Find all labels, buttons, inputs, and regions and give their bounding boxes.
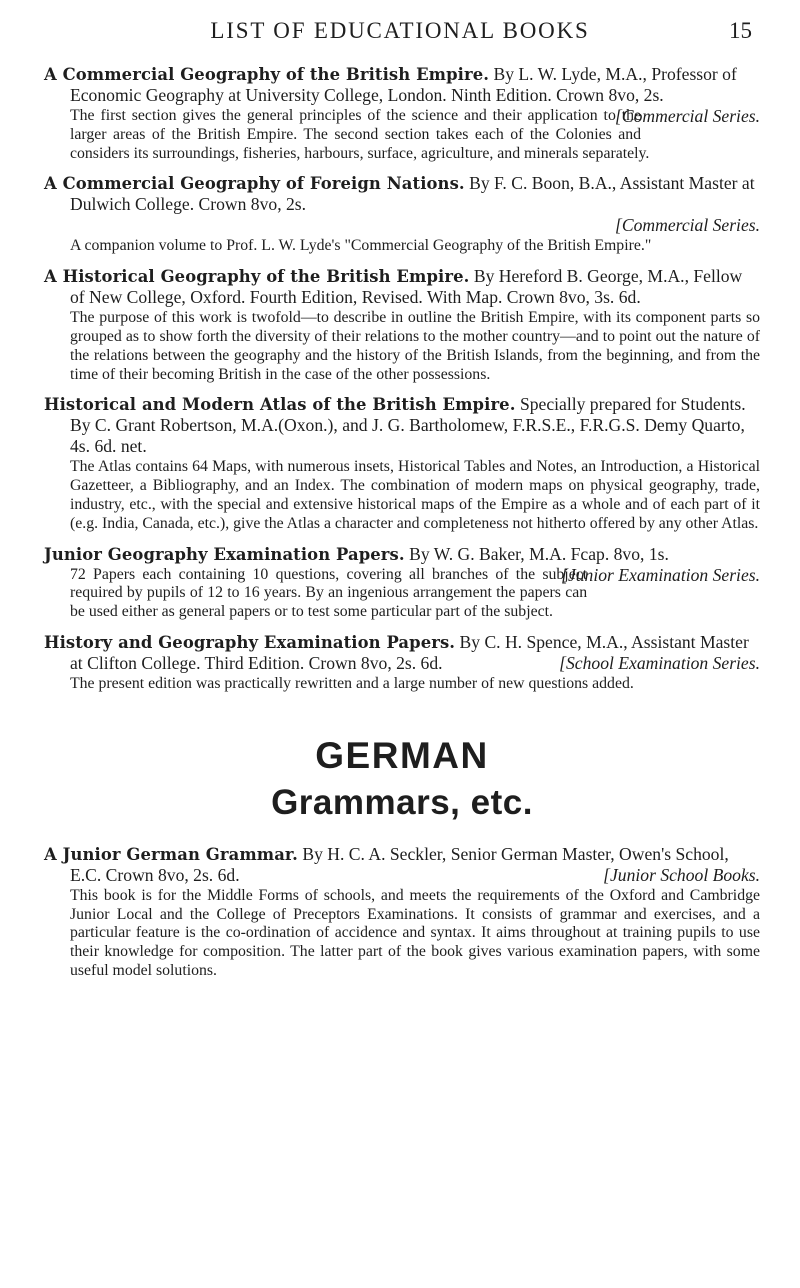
book-series: [Junior School Books. bbox=[603, 864, 760, 885]
book-description: The Atlas contains 64 Maps, with numerous insets, Historical Tables and Notes, an Introduction, a Historical Gazetteer, a Bibliography, and an Index. The combination of modern maps on physical geography, trade, industry, etc., with the special and extensive historical maps of the Empire as a whole and of each part of it (e.g. India, Canada, etc.), give the Atlas a character and completeness not hitherto offered by any other Atlas. bbox=[70, 458, 760, 532]
book-entry bbox=[44, 632, 760, 694]
book-entry bbox=[44, 844, 760, 981]
book-list bbox=[44, 64, 760, 991]
section-title: GERMAN bbox=[315, 734, 489, 776]
book-byline: By F. C. Boon, B.A., Assistant Master at Dulwich College. Crown 8vo, 2s. bbox=[70, 173, 755, 215]
book-byline: By Hereford B. George, M.A., Fellow of New College, Oxford. Fourth Edition, Revised. With Map. Crown 8vo, 3s. 6d. bbox=[70, 266, 743, 308]
book-entry bbox=[44, 266, 760, 384]
book-title: Historical and Modern Atlas of the British Empire. bbox=[44, 395, 516, 415]
book-byline: By L. W. Lyde, M.A., Professor of Economic Geography at University College, London. Ninth Edition. Crown 8vo, 2s. bbox=[70, 64, 737, 105]
book-description: The first section gives the general principles of the science and their application to the larger areas of the British Empire. The second section takes each of the Colonies and considers its surroundings, fisheries, harbours, surface, agriculture, and minerals separately. bbox=[70, 107, 650, 162]
book-byline: Specially prepared for Students. By C. Grant Robertson, M.A.(Oxon.), and J. G. Bartholomew, F.R.S.E., F.R.G.S. Demy Quarto, 4s. 6d. net. bbox=[70, 394, 746, 457]
book-title: History and Geography Examination Papers. bbox=[44, 632, 456, 652]
book-entry bbox=[44, 173, 760, 256]
book-title: A Historical Geography of the British Empire. bbox=[44, 267, 470, 287]
book-description: This book is for the Middle Forms of schools, and meets the requirements of the Oxford and Cambridge Junior Local and the College of Preceptors Examinations. It consists of grammar and exercises, and a particular feature is the co-ordination of accidence and syntax. It aims throughout at training pupils to use their knowledge for composition. The latter part of the book gives various examination papers, with some useful model solutions. bbox=[70, 886, 760, 979]
book-entry bbox=[44, 394, 760, 533]
book-entry bbox=[44, 544, 760, 622]
book-byline: By H. C. A. Seckler, Senior German Master, Owen's School, E.C. Crown 8vo, 2s. 6d. bbox=[70, 843, 729, 885]
book-title: A Commercial Geography of the British Empire. bbox=[44, 65, 490, 84]
book-series: [Commercial Series. bbox=[615, 106, 760, 126]
book-series: [School Examination Series. bbox=[559, 652, 760, 673]
book-byline: By C. H. Spence, M.A., Assistant Master at Clifton College. Third Edition. Crown 8vo, 2s. 6d. bbox=[70, 631, 749, 673]
running-head bbox=[0, 16, 800, 46]
book-title: A Junior German Grammar. bbox=[44, 844, 298, 864]
book-title: Junior Geography Examination Papers. bbox=[44, 544, 405, 564]
section-subtitle: Grammars, etc. bbox=[271, 782, 533, 822]
book-byline: By W. G. Baker, M.A. Fcap. 8vo, 1s. bbox=[409, 543, 669, 564]
book-description: The present edition was practically rewritten and a large number of new questions added. bbox=[70, 674, 634, 692]
page-number: 15 bbox=[729, 18, 752, 43]
book-description: A companion volume to Prof. L. W. Lyde's "Commercial Geography of the British Empire." bbox=[70, 237, 652, 255]
book-entry bbox=[44, 64, 760, 163]
book-title: A Commercial Geography of Foreign Nations. bbox=[44, 174, 465, 194]
book-description: 72 Papers each containing 10 questions, covering all branches of the subject required by pupils of 12 to 16 years. By an ingenious arrangement the papers can be used either as general papers or to test some particular part of the subject. bbox=[70, 565, 588, 621]
book-description: The purpose of this work is twofold—to describe in outline the British Empire, with its component parts so grouped as to show forth the diversity of their relations to the mother country—and to point out the nature of the relations between the geography and the history of the British Islands, from the beginning, and from the time of their becoming British in the case of the other possessions. bbox=[70, 309, 760, 383]
running-title: LIST OF EDUCATIONAL BOOKS bbox=[210, 18, 590, 43]
book-series: [Junior Examination Series. bbox=[561, 564, 760, 585]
book-series: [Commercial Series. bbox=[615, 215, 760, 236]
